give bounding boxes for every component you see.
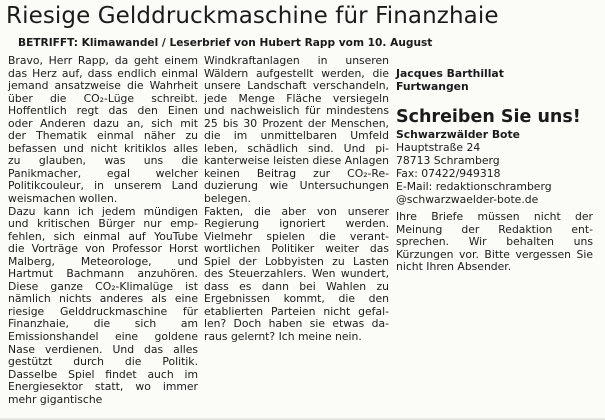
- contact-city: 78713 Schramberg: [396, 154, 500, 168]
- body-paragraph: Bravo, Herr Rapp, da geht einem das Herz auf, dass endlich einmal jemand ansatzweise die Wahrheit über die CO₂-Lüge schreibt. Hoffentlich regt das den Einen oder Anderen dazu an, sich mit der Thematik einmal näher zu befassen und nicht kritiklos alles zu glauben, was uns die Panikmacher, egal welcher Politikcouleur, in unserem Land weismachen wollen.: [8, 54, 198, 206]
- body-column-2: [204, 55, 389, 344]
- contact-box: [396, 107, 593, 274]
- contact-heading: Schreiben Sie uns!: [396, 107, 581, 128]
- author-name: Jacques Barthillat: [396, 67, 504, 80]
- author-signature: [396, 68, 593, 93]
- editorial-note: Ihre Briefe müssen nicht der Meinung der Redaktion entsprechen. Wir behalten uns Kürzungen vor. Bitte vergessen Sie nicht Ihren Absender.: [396, 210, 593, 274]
- subline: BETRIFFT: Klimawandel / Leserbrief von Hubert Rapp vom 10. August: [18, 37, 433, 49]
- body-column-1: [8, 55, 198, 406]
- contact-email-domain: @schwarzwaelder-bote.de: [396, 193, 539, 207]
- body-column-3: [396, 55, 593, 274]
- contact-publisher: Schwarzwälder Bote: [396, 128, 520, 142]
- body-paragraph: Fakten, die aber von unserer Regierung ignoriert werden. Vielmehr spielen die verantwortlichen Politiker weiter das Spiel der Lobbyisten zu Lasten des Steuerzahlers. Wen wundert, dass es dann bei Wahlen zu Ergebnissen kommt, die den etablierten Parteien nicht gefallen? Doch haben sie etwas daraus gelernt? Ich meine nein.: [204, 204, 389, 344]
- author-city: Furtwangen: [396, 79, 469, 93]
- contact-email-label: E-Mail: redaktionschramberg: [396, 180, 552, 194]
- headline: Riesige Gelddruckmaschine für Finanzhaie: [6, 3, 499, 29]
- contact-street: Hauptstraße 24: [396, 141, 481, 155]
- body-paragraph: Windkraftanlagen in unseren Wäldern aufgestellt werden, die unsere Landschaft verschandeln, jede Menge Fläche versiegeln und nachweislich für mindestens 25 bis 30 Prozent der Menschen, die im unmittelbaren Umfeld leben, schädlich sind. Und pikanterweise leisten diese Anlagen keinen Beitrag zur CO₂-Reduzierung wie Untersuchungen belegen.: [204, 54, 389, 206]
- contact-fax: Fax: 07422/949318: [396, 167, 501, 181]
- body-paragraph: Dazu kann ich jedem mündigen und kritischen Bürger nur empfehlen, sich einmal auf YouTube die Vorträge von Professor Horst Malberg, Meteorologe, und Hartmut Bachmann anzuhören. Diese ganze CO₂-Klimalüge ist nämlich nichts anderes als eine riesige Gelddruckmaschine für Finanzhaie, die sich am Emissionshandel eine goldene Nase verdienen. Und das alles gestützt durch die Politik. Dasselbe Spiel findet auch im Energiesektor statt, wo immer mehr gigantische: [8, 204, 198, 406]
